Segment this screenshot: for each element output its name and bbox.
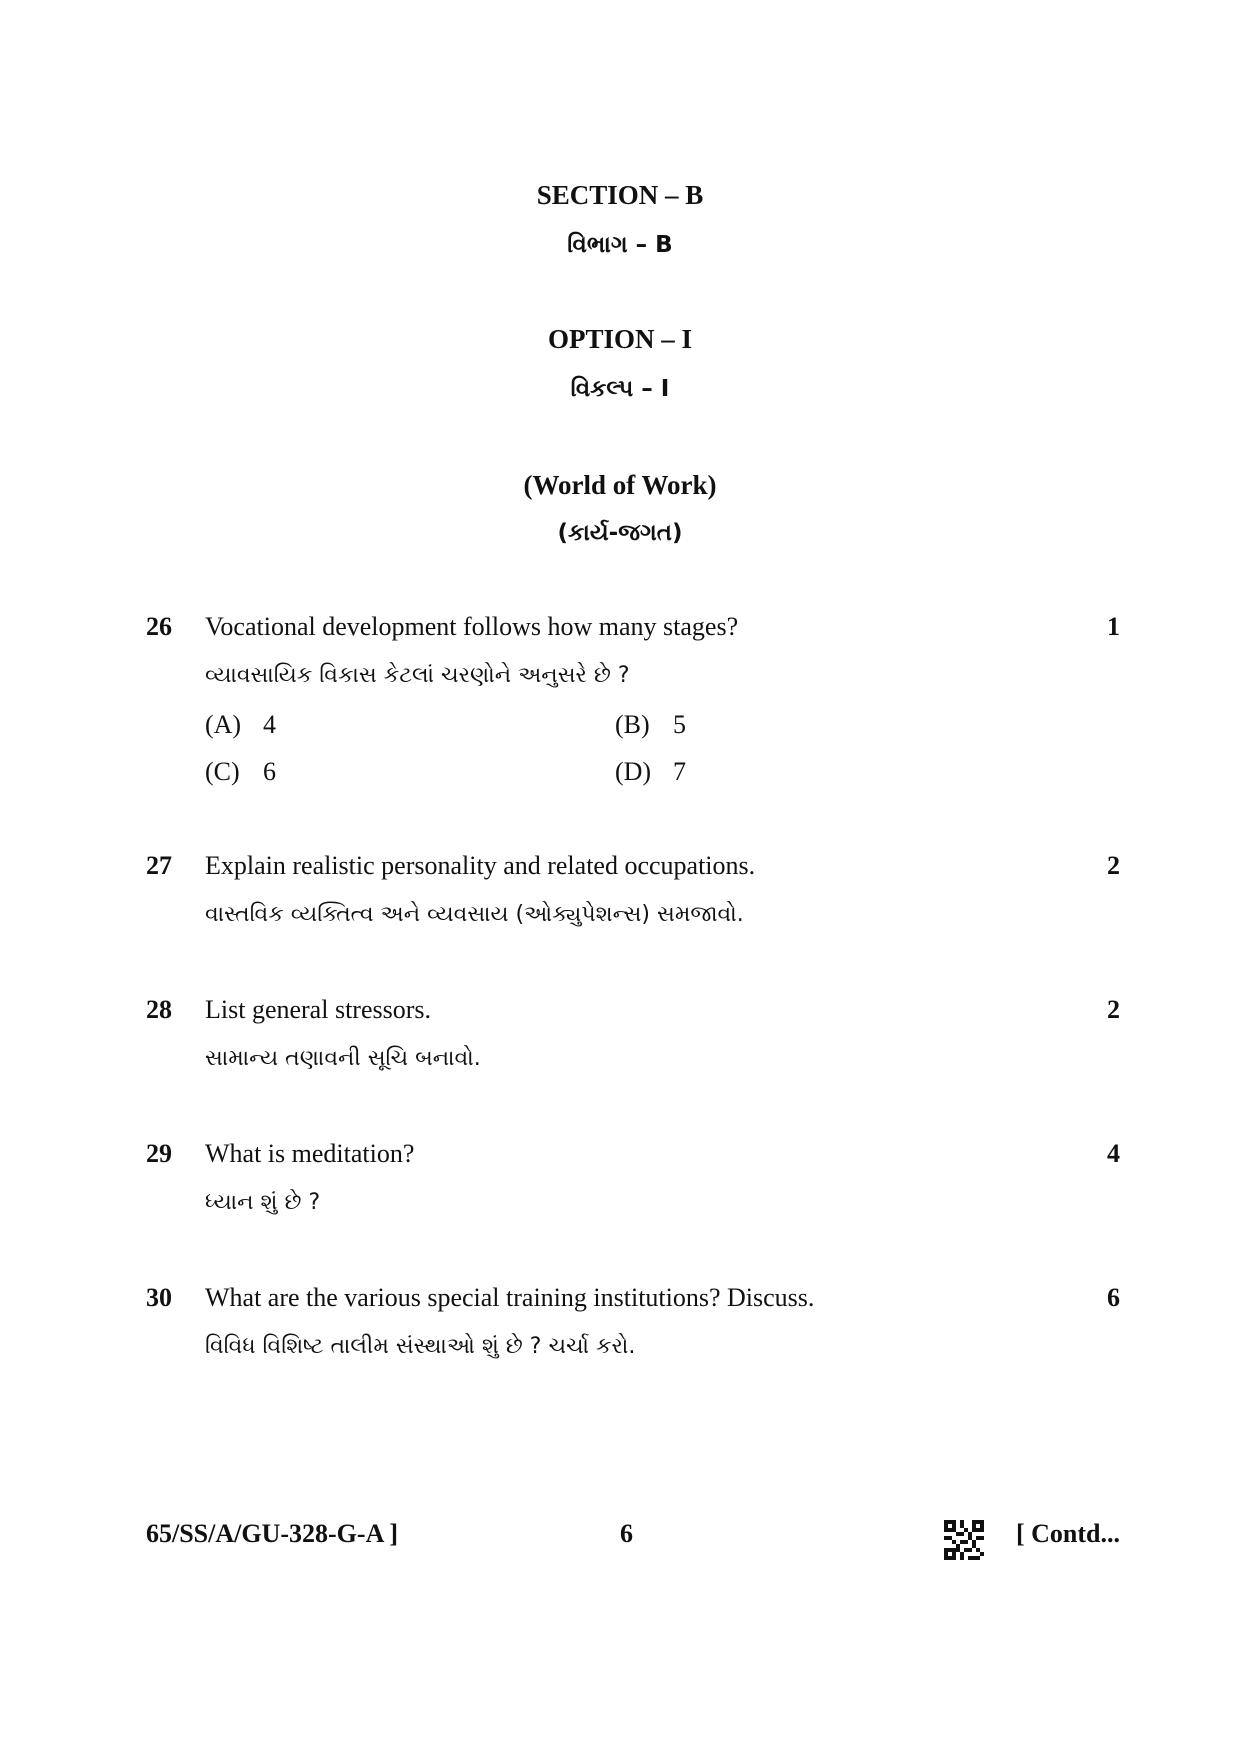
question-text: What is meditation?: [205, 1139, 415, 1168]
option-value: 5: [673, 710, 686, 739]
question-number: 28: [146, 995, 172, 1024]
option-label: (D): [615, 757, 652, 786]
option-value: 4: [263, 710, 276, 739]
paper-code: 65/SS/A/GU-328-G-A ]: [146, 1519, 399, 1548]
question-marks: 2: [1107, 851, 1120, 880]
qr-code-icon: [944, 1520, 984, 1560]
question-marks: 4: [1107, 1139, 1120, 1168]
option-a: [205, 709, 276, 741]
question-text-gujarati: સામાન્ય તણાવની સૂચિ બનાવો.: [205, 1046, 481, 1071]
question-marks: 1: [1107, 612, 1120, 641]
question-number: 27: [146, 851, 172, 880]
option-label: (A): [205, 710, 242, 739]
question-text-gujarati: ધ્યાન શું છે ?: [205, 1190, 321, 1215]
option-label: (C): [205, 757, 240, 786]
option-c: [205, 756, 276, 788]
question-text: What are the various special training institutions? Discuss.: [205, 1283, 815, 1312]
option-b: [615, 709, 686, 741]
section-heading-gujarati: વિભાગ – B: [567, 232, 673, 258]
topic-heading-gujarati: (કાર્ય-જગત): [557, 520, 683, 546]
question-text-gujarati: વાસ્તવિક વ્યક્તિત્વ અને વ્યવસાય (ઓક્યુપેશન્સ) સમજાવો.: [205, 902, 744, 927]
question-text-gujarati: વ્યાવસાયિક વિકાસ કેટલાં ચરણોને અનુસરે છે ?: [205, 663, 630, 688]
question-number: 29: [146, 1139, 172, 1168]
question-marks: 2: [1107, 995, 1120, 1024]
question-text-gujarati: વિવિધ વિશિષ્ટ તાલીમ સંસ્થાઓ શું છે ? ચર્ચા કરો.: [205, 1334, 636, 1359]
option-heading: OPTION – I: [547, 324, 693, 354]
page-number: 6: [620, 1519, 633, 1548]
option-value: 7: [673, 757, 686, 786]
option-label: (B): [615, 710, 650, 739]
question-marks: 6: [1107, 1283, 1120, 1312]
question-text: Vocational development follows how many stages?: [205, 612, 739, 641]
continued-label: [ Contd...: [1015, 1519, 1120, 1548]
section-heading: SECTION – B: [536, 180, 704, 210]
option-heading-gujarati: વિકલ્પ – I: [570, 376, 670, 402]
topic-heading: (World of Work): [523, 470, 717, 500]
question-text: Explain realistic personality and related occupations.: [205, 851, 756, 880]
option-d: [615, 756, 686, 788]
question-number: 30: [146, 1283, 172, 1312]
question-text: List general stressors.: [205, 995, 432, 1024]
option-value: 6: [263, 757, 276, 786]
question-number: 26: [146, 612, 172, 641]
